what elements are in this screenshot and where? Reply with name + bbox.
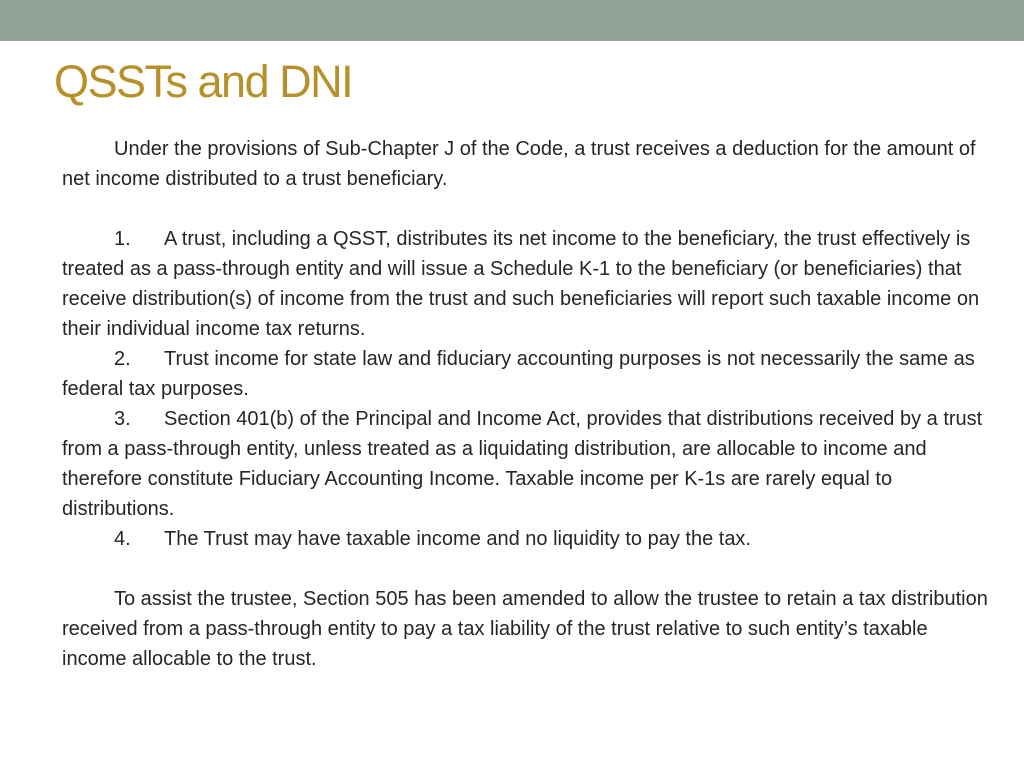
intro-paragraph: Under the provisions of Sub-Chapter J of the Code, a trust receives a deduction for the amount of net income distributed to a trust beneficiary. <box>62 138 976 190</box>
list-item-4 <box>62 524 992 554</box>
list-item-2 <box>62 344 992 404</box>
conclusion-paragraph: To assist the trustee, Section 505 has been amended to allow the trustee to retain a tax distribution received from a pass-through entity to pay a tax liability of the trust relative to such entity’s taxable income allocable to the trust. <box>62 588 988 670</box>
list-item-number: 2. <box>114 348 131 370</box>
list-item-number: 4. <box>114 528 131 550</box>
list-item-1 <box>62 224 992 344</box>
list-item-text: The Trust may have taxable income and no liquidity to pay the tax. <box>164 528 751 550</box>
top-accent-bar <box>0 0 1024 41</box>
list-item-text: A trust, including a QSST, distributes its net income to the beneficiary, the trust effectively is treated as a pass-through entity and will issue a Schedule K-1 to the beneficiary (or beneficiaries) that receive distribution(s) of income from the trust and such beneficiaries will report such taxable income on their individual income tax returns. <box>62 228 980 340</box>
list-item-text: Section 401(b) of the Principal and Income Act, provides that distributions received by a trust from a pass-through entity, unless treated as a liquidating distribution, are allocable to income and therefore constitute Fiduciary Accounting Income. Taxable income per K-1s are rarely equal to distributions. <box>62 408 983 520</box>
slide-title: QSSTs and DNI <box>54 56 353 107</box>
spacer <box>62 554 992 584</box>
list-item-text: Trust income for state law and fiduciary accounting purposes is not necessarily the same as federal tax purposes. <box>62 348 975 400</box>
slide-body <box>62 134 992 674</box>
spacer <box>62 194 992 224</box>
list-item-number: 3. <box>114 408 131 430</box>
list-item-3 <box>62 404 992 524</box>
list-item-number: 1. <box>114 228 131 250</box>
